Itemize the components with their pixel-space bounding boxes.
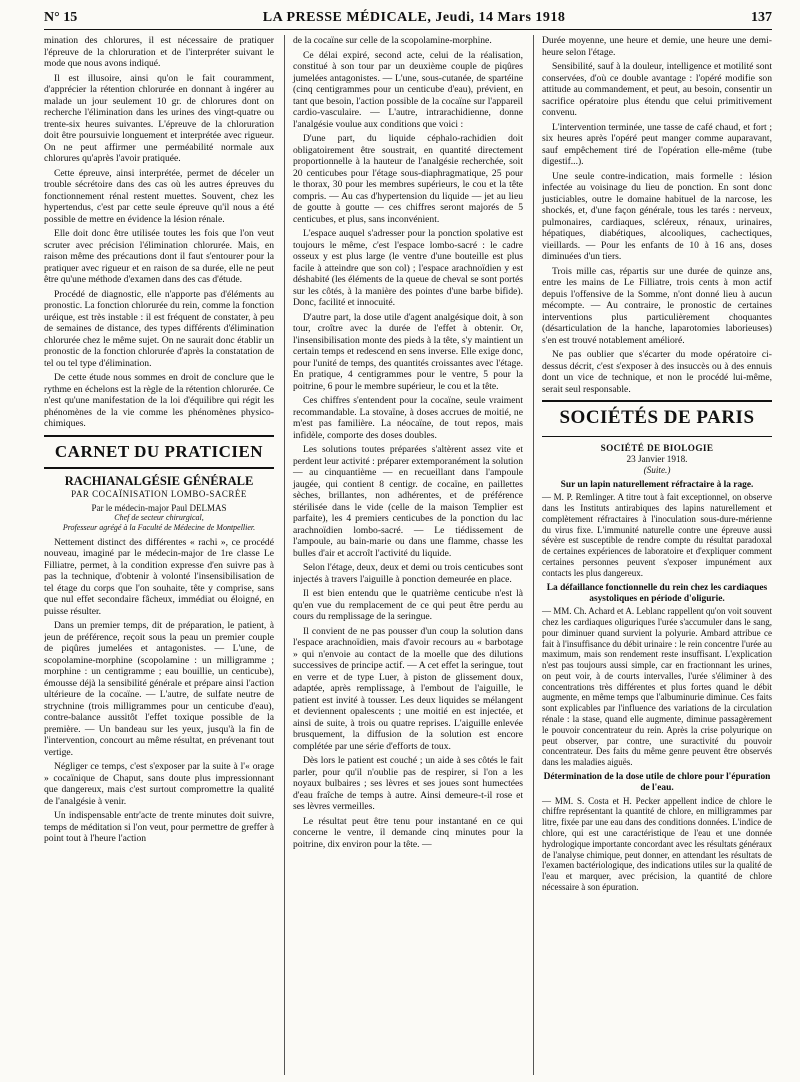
paragraph: Il convient de ne pas pousser d'un coup la solution dans l'espace arachnoïdien, mais d'avoir recours au « barbotage » qui n'envoie au contact de la moelle que des dilutions successives de principe actif. — A cet effet la seringue, tout en verre et de type Luer, à piston de glissement doux, adaptée, après remplissage, à l'embout de l'aiguille, le patient est invité à tousser. Les deux liquides se mélangent et deviennent opalescents ; une moitié en est injectée, et ainsi de suite, à trois ou quatre reprises. L'aiguille enlevée brusquement, la diffusion de la solution est encore complétée par une série d'efforts de toux. [293, 625, 523, 752]
paragraph: de la cocaïne sur celle de la scopolamine-morphine. [293, 35, 492, 46]
paragraph: L'intervention terminée, une tasse de café chaud, et fort ; six heures après l'opéré peut manger comme auparavant, sauf empêchement tiré de l'opération elle-même (tube digestif...). [542, 121, 772, 167]
affiliation-line: Professeur agrégé à la Faculté de Médecine de Montpellier. [62, 523, 256, 533]
text-columns [44, 35, 772, 1075]
paragraph: Ce délai expiré, second acte, celui de la réalisation, constitué à son tour par un deuxième couple de piqûres jumelées antagonistes. — L'une, sous-cutanée, de spartéine (cinq centigrammes pour un centicube d'eau), prévient, en tant que besoin, l'action possible de la cocaïne sur l'appareil cardio-vasculaire. — L'autre, intrarachidienne, donne l'analgésie voulue aux conditions que voici : [293, 49, 523, 130]
section-heading-societes: SOCIÉTÉS DE PARIS [559, 407, 755, 428]
section-rule [542, 436, 772, 437]
report-body: — MM. Ch. Achard et A. Leblanc rappellent qu'on voit souvent chez les cardiaques oliguriques l'urée s'accumuler dans le sang, pour diminuer quand survient la polyurie. Ambard attribue ce fait à l'insuffisance du débit urinaire : le rein concentre l'urée au maximum, mais son rendement reste insuffisant. L'explication n'est pas toujours aussi simple, car en fractionnant les urines, on peut voir, à de courts intervalles, l'urée s'éliminer à des concentrations très différentes et plus fortes quand le débit augmente, en même temps que l'albuminurie diminue. Ces faits sont explicables par l'influence des variations de la circulation rénale : la stase, quand elle augmente, diminue passagèrement le pouvoir concentrateur du rein. Après la crise polyurique on peut observer, par contre, une suractivité du pouvoir concentrateur. Des faits du même genre peuvent être observés dans les maladies aiguës. [542, 606, 772, 768]
paragraph: De cette étude nous sommes en droit de conclure que le rythme en échelons est la règle de la rétention chlorurée. Ce n'est qu'une manifestation de la loi d'équilibre qui régit les phénomènes de la vie comme les phénomènes physico-chimiques. [44, 372, 274, 429]
paragraph: Sensibilité, sauf à la douleur, intelligence et motilité sont conservées, d'où ce double avantage : l'opéré modifie son attitude au commandement, et peut, au besoin, consentir un sacrifice opératoire plus étendu que celui primitivement convenu. [542, 61, 772, 118]
paragraph: Il est bien entendu que le quatrième centicube n'est là qu'en vue du remplacement de ce qui peut être perdu au cours du remplissage de la seringue. [293, 588, 523, 622]
society-reports [542, 480, 772, 893]
paragraph: Une seule contre-indication, mais formelle : lésion infectée au voisinage du lieu de ponction. En sont donc justiciables, outre le domaine habituel de la narcose, les shockés, et, d'une façon générale, tous les tarés : nerveux, pulmonaires, cardiaques, scléreux, rénaux, urinaires, hépatiques, diabétiques, alcooliques, cachectiques, vieillards. — Pour les enfants de 10 à 16 ans, doses diminuées d'un tiers. [542, 170, 772, 262]
paragraph: L'espace auquel s'adresser pour la ponction spolative est toujours le même, c'est l'espace lombo-sacré : le cadre osseux y est plus large (le ventre d'une bouteille est plus facile à atteindre que son col) ; l'espace arachnoïdien y est déshabité (les éléments de la queue de cheval se sont portés sur les côtés, à la manière des pointes d'une barbe bifide). Donc, facilité et innocuité. [293, 228, 523, 308]
journal-title: LA PRESSE MÉDICALE, Jeudi, 14 Mars 1918 [262, 10, 566, 25]
paragraph: Dès lors le patient est couché ; un aide à ses côtés le fait parler, pour qu'il n'oublie pas de respirer, si l'on a les noyaux bulbaires ; ses lèvres et ses joues sont humectées d'eau fraîche de temps à autre. Ainsi demeure-t-il rose et ses lèvres vermeilles. [293, 755, 523, 812]
column-2 [284, 35, 523, 1075]
paragraph: Cette épreuve, ainsi interprétée, permet de déceler un trouble sécrétoire dans des cas où les autres épreuves du fonctionnement rénal restent muettes. Souvent, chez les hypertendus, c'est par cette seule épreuve qu'il nous a été possible de mettre en évidence la lésion rénale. [44, 167, 274, 225]
society-name: SOCIÉTÉ DE BIOLOGIE [600, 442, 714, 453]
affiliation-line: Chef de secteur chirurgical, [114, 513, 204, 523]
paragraph: Nettement distinct des différentes « rachi », ce procédé nouveau, imaginé par le médecin-major de 1re classe Le Filliatre, permet, à la condition expresse d'en suivre pas à pas la technique, d'obtenir à volonté l'insensibilisation de tel étage du corps que l'on souhaite, tête y comprise, sans que nul effet secondaire fâcheux, immédiat ou éloigné, en puisse résulter. [44, 536, 274, 617]
section-rule [44, 435, 274, 437]
report-body: — MM. S. Costa et H. Pecker appellent indice de chlore le chiffre représentant la quantité de chlore, en milligrammes par litre, fixée par une eau dans des conditions données. L'indice de chlore, qui est une caractéristique de l'eau et une donnée hydrologique importante concordant avec les résultats généraux de l'analyse chimique, peut donner, en attendant les résultats de l'examen bactériologique, des indications utiles sur la qualité de l'eau et marquer, avec précision, la quantité de chlore nécessaire à son épuration. [542, 795, 772, 892]
session-date: 23 Janvier 1918. [626, 453, 688, 464]
section-heading-carnet: CARNET DU PRATICIEN [54, 441, 264, 461]
paragraph: Dans un premier temps, dit de préparation, le patient, à jeun de préférence, reçoit sous la peau un premier couple de piqûres jumelées et antagonistes. — L'une, de scopolamine-morphine (scopolamine : un milligramme ; morphine : un centigramme ; eau bouillie, un centicube), émousse déjà la sensibilité générale et prépare ainsi l'action ultérieure de la cocaïne. — L'autre, de sulfate neutre de strychnine (trois milligrammes pour un centicube d'eau), contre-balance aussitôt l'effet toxique possible de la première. — Un bandeau sur les yeux, jusqu'à la fin de l'intervention, concourt au même résultat, en prévenant tout vertige. [44, 620, 274, 758]
report-heading: Sur un lapin naturellement réfractaire à la rage. [560, 479, 754, 490]
author-affiliation [44, 513, 274, 532]
paragraph: Trois mille cas, répartis sur une durée de quinze ans, entre les mains de Le Filliatre, trois cents à mon actif depuis l'offensive de la Somme, n'ont donné lieu à aucun mécompte. — Au contraire, le pronostic de certaines interventions plus particulièrement choquantes (désarticulation de la hanche, laparotomies laborieuses) s'en est trouvé notablement amélioré. [542, 265, 772, 346]
continuation-note: (Suite.) [643, 464, 671, 475]
paragraph: Elle doit donc être utilisée toutes les fois que l'on veut scruter avec précision l'élimination chlorurée. Mais, en raison même des précautions dont il faut s'entourer pour la pratiquer avec rigueur et en raison de sa durée, elle ne peut être qu'une méthode d'examen dans des cas d'étude. [44, 228, 274, 285]
issue-number: N° 15 [44, 10, 78, 25]
paragraph: D'une part, du liquide céphalo-rachidien doit obligatoirement être soustrait, en quantité directement proportionnelle à la hauteur de l'analgésie recherchée, soit 20 centicubes pour l'étage sous-diaphragmatique, 25 pour le thorax, 30 pour les membres supérieurs, le cou et la tête compris. — Au cas d'hypertension du liquide — jet au lieu de goutte à goutte — ces chiffres seront majorés de 5 centicubes, et plus, sans inconvénient. [293, 133, 523, 225]
paragraph: Le résultat peut être tenu pour instantané en ce qui concerne le ventre, il demande cinq minutes pour la poitrine, dix environ pour la tête. — [293, 815, 523, 850]
paragraph: Un indispensable entr'acte de trente minutes doit suivre, temps de méditation si l'on veut, pour permettre de greffer à point tout à l'heure l'action [44, 810, 274, 845]
column-3 [533, 35, 772, 1075]
paragraph: Négliger ce temps, c'est s'exposer par la suite à l'« orage » cocaïnique de Chaput, sans doute plus impressionnant que dangereux, mais c'est surtout compromettre la qualité de l'analgésie à venir. [44, 761, 274, 807]
paragraph: Durée moyenne, une heure et demie, une heure une demi-heure selon l'étage. [542, 35, 772, 58]
section-rule [542, 400, 772, 402]
paragraph: Les solutions toutes préparées s'altèrent assez vite et perdent leur activité : préparer extemporanément la solution — au cinquantième — en recueillant dans l'ampoule jaugée, qui contient 8 centigr. de cocaïne, en paillettes sèches, brillantes, non adhérentes, et de préférence stérilisée dans le vide (celle de la maison Templier est parfaite), les 4 premiers centicubes de la ponction du lac arachnoïdien lombo-sacré. — Le tiédissement de l'ampoule, au bain-marie ou dans une flamme, chasse les bulles d'air et accroît l'activité du liquide. [293, 444, 523, 559]
page-number: 137 [751, 10, 772, 25]
paragraph: Selon l'étage, deux, deux et demi ou trois centicubes sont injectés à travers l'aiguille à ponction demeurée en place. [293, 562, 523, 585]
paragraph: Procédé de diagnostic, elle n'apporte pas d'éléments au pronostic. La fonction chlorurée du rein, comme la fonction uréique, est très instable : il est fréquent de constater, à peu de semaines de distance, des types différents d'élimination chlorurée chez le même sujet. On ne saurait donc établir un pronostic de la fonction chlorurée d'après la constatation de tel ou tel type d'élimination. [44, 288, 274, 369]
masthead [44, 10, 772, 30]
paragraph: Il est illusoire, ainsi qu'on le fait couramment, d'apprécier la rétention chlorurée en donnant à ingérer au malade un jour seulement 10 gr. de chlorures dont on recherche l'élimination dans les urines des vingt-quatre ou trente-six heures suivantes. L'épreuve de la chloruration doit être poursuivie longuement et interprétée avec rigueur. On ne peut affirmer une perméabilité normale aux chlorures qu'après l'avoir pratiquée. [44, 72, 274, 164]
report-heading: Détermination de la dose utile de chlore pour l'épuration de l'eau. [543, 772, 771, 794]
paragraph: mination des chlorures, il est nécessaire de pratiquer l'épreuve de la chloruration et de l'interpréter suivant le mode que nous avons indiqué. [44, 35, 274, 69]
report-body: — M. P. Remlinger. A titre tout à fait exceptionnel, on observe dans les Instituts antirabiques des lapins naturellement et complètement réfractaires à l'inoculation sous-dure-mérienne du virus fixe. L'immunité naturelle contre une épreuve aussi sévère est susceptible de rendre compte du résultat paradoxal de certaines expériences de laboratoire et d'expliquer comment certaines personnes peuvent s'exposer impunément aux contacts les plus dangereux. [542, 492, 772, 578]
article-byline: Par le médecin-major Paul DELMAS [91, 502, 227, 513]
column-1 [44, 35, 274, 1075]
paragraph: D'autre part, la dose utile d'agent analgésique doit, à son tour, croître avec la durée de l'effet à obtenir. Or, l'insensibilisation monte des pieds à la tête, s'y maintient un certain temps et redescend en sens inverse. Elle exige donc, pour l'unité de temps, des quantités croissantes avec l'étage. En pratique, 4 centigrammes pour le ventre, 5 pour la poitrine, 6 pour le membre supérieur, le cou et la tête. [293, 311, 523, 392]
report-heading: La défaillance fonctionnelle du rein chez les cardiaques asystoliques en période d'oligurie. [546, 582, 768, 604]
section-rule [44, 467, 274, 469]
article-subtitle: PAR COCAÏNISATION LOMBO-SACRÉE [71, 488, 247, 499]
paragraph: Ne pas oublier que s'écarter du mode opératoire ci-dessus décrit, c'est s'exposer à des insuccès ou à des ennuis dont un vice de technique, et non le procédé lui-même, serait seul responsable. [542, 349, 772, 395]
article-title: RACHIANALGÉSIE GÉNÉRALE [64, 473, 254, 488]
paragraph: Ces chiffres s'entendent pour la cocaïne, seule vraiment recommandable. La stovaïne, à doses accrues de moitié, ne m'est pas familière. La néocaïne, de tout repos, mais infidèle, comporte des doses doubles. [293, 395, 523, 441]
